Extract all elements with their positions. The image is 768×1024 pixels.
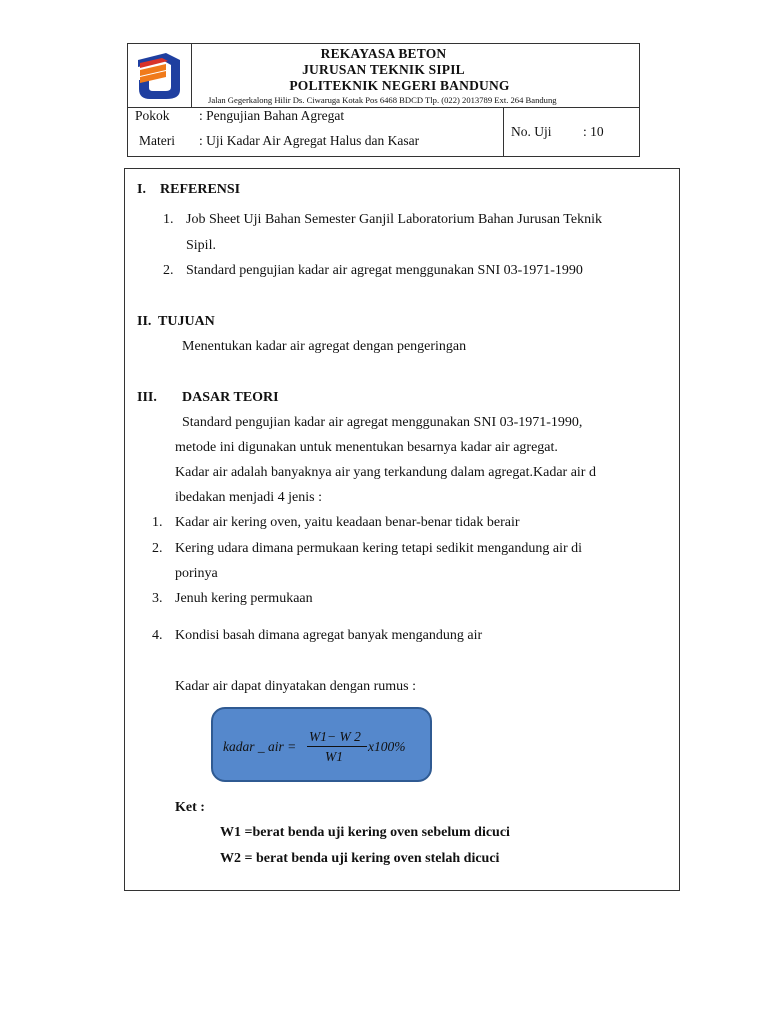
ket-w2: W2 = berat benda uji kering oven stelah dicuci [220,851,500,866]
nouji-divider [503,107,504,157]
teori-item-3-number: 3. [152,591,163,606]
teori-para-line-1: Standard pengujian kadar air agregat menggunakan SNI 03-1971-1990, [182,415,583,430]
tujuan-text: Menentukan kadar air agregat dengan pengeringan [182,339,467,354]
teori-para-line-3: Kadar air adalah banyaknya air yang terkandung dalam agregat.Kadar air d [175,465,596,480]
teori-item-1-number: 1. [152,515,163,530]
materi-label: Materi [139,133,175,148]
header-title-3: POLITEKNIK NEGERI BANDUNG [289,78,510,93]
formula-lhs: kadar _ air = [223,739,297,754]
ref-item-1-line-1: Job Sheet Uji Bahan Semester Ganjil Laboratorium Bahan Jurusan Teknik [186,212,602,227]
header-box [127,43,640,157]
nouji-label: No. Uji [511,124,552,139]
ref-item-1-line-2: Sipil. [186,238,216,253]
section-1-heading: REFERENSI [160,182,241,197]
section-3-heading: DASAR TEORI [182,390,279,405]
rumus-intro: Kadar air dapat dinyatakan dengan rumus : [175,679,417,694]
materi-value: : Uji Kadar Air Agregat Halus dan Kasar [199,133,420,148]
teori-para-line-4: ibedakan menjadi 4 jenis : [175,490,322,505]
teori-item-3-text: Jenuh kering permukaan [175,591,313,606]
ref-item-1-number: 1. [163,212,174,227]
formula-box [211,707,432,782]
fraction-bar [307,746,367,747]
formula-denominator: W1 [325,749,343,764]
pokok-value: : Pengujian Bahan Agregat [199,108,345,123]
section-2-number: II. [137,314,152,329]
nouji-value: : 10 [583,124,604,139]
teori-para-line-2: metode ini digunakan untuk menentukan besarnya kadar air agregat. [175,440,558,455]
ref-item-2-number: 2. [163,263,174,278]
section-3-number: III. [137,390,157,405]
header-address: Jalan Gegerkalong Hilir Ds. Ciwaruga Kotak Pos 6468 BDCD Tlp. (022) 2013789 Ext. 264 Bandung [208,95,557,105]
teori-item-1-text: Kadar air kering oven, yaitu keadaan benar-benar tidak berair [175,515,520,530]
teori-item-2-text-line-2: porinya [175,566,218,581]
ket-label: Ket : [175,800,205,815]
header-title-2: JURUSAN TEKNIK SIPIL [302,62,465,77]
teori-item-4-text: Kondisi basah dimana agregat banyak mengandung air [175,628,483,643]
formula-suffix: x100% [368,739,406,754]
formula-numerator: W1− W 2 [309,729,361,744]
header-title-1: REKAYASA BETON [320,46,447,61]
teori-item-4-number: 4. [152,628,163,643]
section-2-heading: TUJUAN [158,314,215,329]
teori-item-2-number: 2. [152,541,163,556]
section-1-number: I. [137,182,146,197]
ket-w1: W1 =berat benda uji kering oven sebelum dicuci [220,825,510,840]
pokok-label: Pokok [135,108,170,123]
teori-item-2-text: Kering udara dimana permukaan kering tetapi sedikit mengandung air di [175,541,583,556]
ref-item-2: Standard pengujian kadar air agregat menggunakan SNI 03-1971-1990 [186,263,583,278]
